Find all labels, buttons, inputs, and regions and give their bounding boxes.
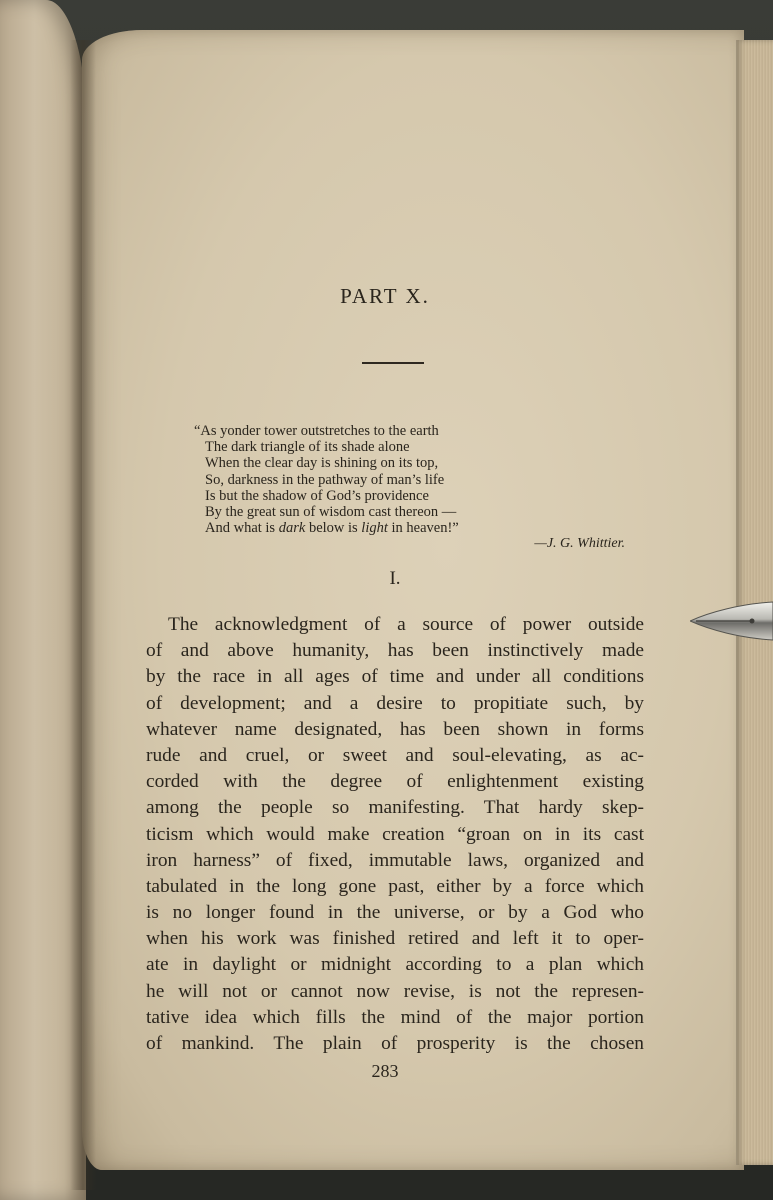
body-line: of development; and a desire to propitiate such, by [146,692,644,714]
epigraph-line: When the clear day is shining on its top, [205,455,439,472]
epigraph-line: “As yonder tower outstretches to the earth [194,423,439,439]
body-line: iron harness” of fixed, immutable laws, organized and [146,849,644,871]
body-line: ticism which would make creation “groan on in its cast [146,823,644,845]
body-line: tative idea which fills the mind of the major portion [146,1006,644,1028]
body-line: when his work was finished retired and left it to oper- [146,928,644,950]
body-line: is no longer found in the universe, or by a God who [146,902,644,924]
body-line: he will not or cannot now revise, is not the represen- [146,980,644,1002]
epigraph-line: So, darkness in the pathway of man’s life [205,471,445,488]
epigraph-attribution: —J. G. Whittier. [534,536,625,551]
epigraph-line: By the great sun of wisdom cast thereon — [205,504,457,521]
body-line: of and above humanity, has been instinctively made [146,640,644,662]
part-title: PART X. [340,284,430,308]
body-line: whatever name designated, has been shown in forms [146,718,644,740]
epigraph-emphasis-word: dark [278,520,306,537]
body-line: of mankind. The plain of prosperity is the chosen [146,1033,644,1054]
section-number: I. [389,568,401,589]
body-line: The acknowledgment of a source of power outside [168,614,644,635]
epigraph-line: The dark triangle of its shade alone [205,439,410,456]
body-paragraph [146,612,644,1057]
body-line: corded with the degree of enlightenment existing [146,771,644,793]
body-line: by the race in all ages of time and under all conditions [146,666,644,688]
body-line: among the people so manifesting. That hardy skep- [146,797,644,819]
body-line: rude and cruel, or sweet and soul-elevating, as ac- [146,744,644,766]
body-line: ate in daylight or midnight according to a plan which [146,954,644,976]
pen-nib-icon [690,598,773,644]
body-line: tabulated in the long gone past, either by a force which [146,875,644,897]
page-number: 283 [371,1061,399,1081]
title-rule [362,362,424,364]
epigraph-emphasis-word: light [361,520,388,537]
epigraph [186,423,626,536]
epigraph-line: Is but the shadow of God’s providence [205,487,429,504]
epigraph-line-emphasis: And what is dark below is light in heaven!” [205,520,459,537]
